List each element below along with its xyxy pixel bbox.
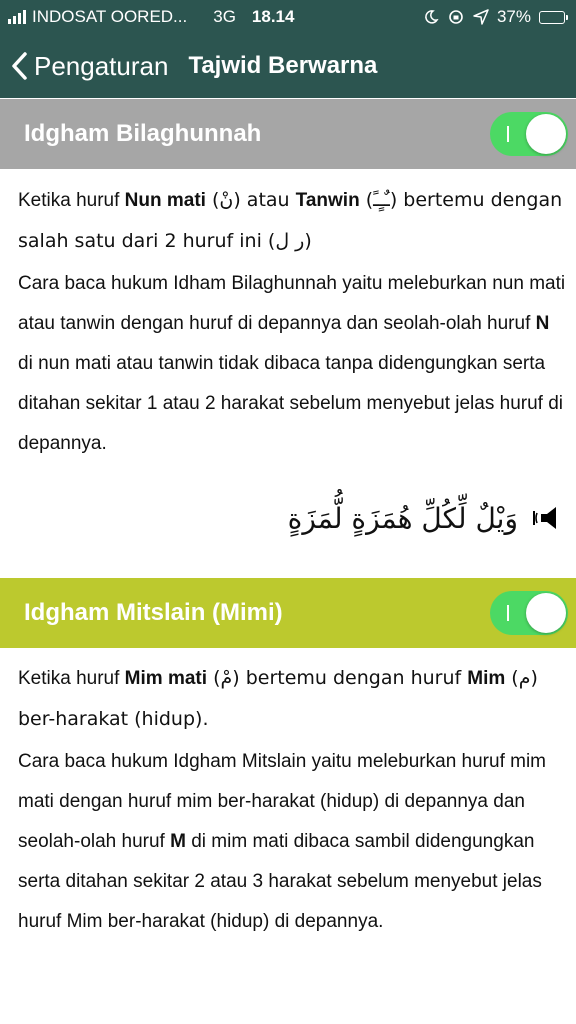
page-title: Tajwid Berwarna (188, 52, 378, 79)
signal-icon (8, 10, 26, 24)
section-header-idgham-mitslain (0, 578, 576, 648)
text-span: (نْ) atau (205, 189, 296, 211)
location-icon (473, 9, 489, 25)
bold-term: M (170, 831, 186, 852)
battery-icon (539, 11, 568, 24)
definition-paragraph (18, 180, 566, 262)
text-span: (ـٌـٍـً) bertemu dengan salah satu dari 2 huruf ini (ر ل) (18, 189, 563, 252)
bold-term: Tanwin (295, 190, 360, 211)
text-span: (م) ber-harakat (hidup). (18, 667, 538, 730)
back-label: Pengaturan (34, 50, 169, 81)
bold-term: Nun mati (124, 190, 206, 211)
text-span: Cara baca hukum Idgham Mitslain yaitu meleburkan huruf mim mati dengan huruf mim ber-harakat (hidup) di depannya dan seolah-olah huruf (18, 751, 547, 852)
definition-paragraph (18, 658, 566, 740)
explanation-paragraph (18, 742, 566, 942)
toggle-idgham-mitslain[interactable] (490, 591, 568, 635)
explanation-paragraph (18, 264, 566, 464)
status-bar (0, 0, 576, 34)
section-title: Idgham Bilaghunnah (24, 120, 262, 147)
speaker-icon[interactable] (530, 504, 560, 532)
section-title: Idgham Mitslain (Mimi) (24, 599, 283, 626)
orientation-lock-icon (447, 8, 465, 26)
bold-term: N (535, 313, 550, 334)
carrier-name: INDOSAT OORED... (32, 7, 188, 26)
section-body-idgham-mitslain (18, 658, 566, 944)
text-span: Cara baca hukum Idham Bilaghunnah yaitu meleburkan nun mati atau tanwin dengan huruf di depannya dan seolah-olah huruf (18, 273, 566, 334)
arabic-example: وَيْلٌ لِّكُلِّ هُمَزَةٍ لُّمَزَةٍ (287, 501, 518, 535)
example-row (260, 488, 560, 548)
battery-percent: 37% (496, 7, 531, 26)
text-span: Ketika huruf (18, 190, 125, 211)
text-span: di mim mati dibaca sambil didengungkan serta ditahan sekitar 2 atau 3 harakat sebelum menyebut jelas huruf Mim ber-harakat (hidup) di depannya. (18, 831, 542, 932)
text-span: Ketika huruf (18, 668, 125, 689)
bold-term: Mim (467, 668, 506, 689)
section-header-idgham-bilaghunnah (0, 99, 576, 169)
moon-icon (423, 9, 439, 25)
bold-term: Mim mati (124, 668, 208, 689)
back-button[interactable] (10, 51, 168, 82)
text-span: di nun mati atau tanwin tidak dibaca tanpa didengungkan serta ditahan sekitar 1 atau 2 harakat sebelum menyebut jelas huruf di depannya. (18, 353, 563, 454)
network-type: 3G (213, 7, 236, 26)
section-body-idgham-bilaghunnah (18, 180, 566, 466)
chevron-left-icon (10, 51, 28, 81)
text-span: (مْ) bertemu dengan huruf (207, 667, 468, 689)
clock: 18.14 (251, 7, 295, 26)
navigation-bar (0, 34, 576, 98)
toggle-idgham-bilaghunnah[interactable] (490, 112, 568, 156)
